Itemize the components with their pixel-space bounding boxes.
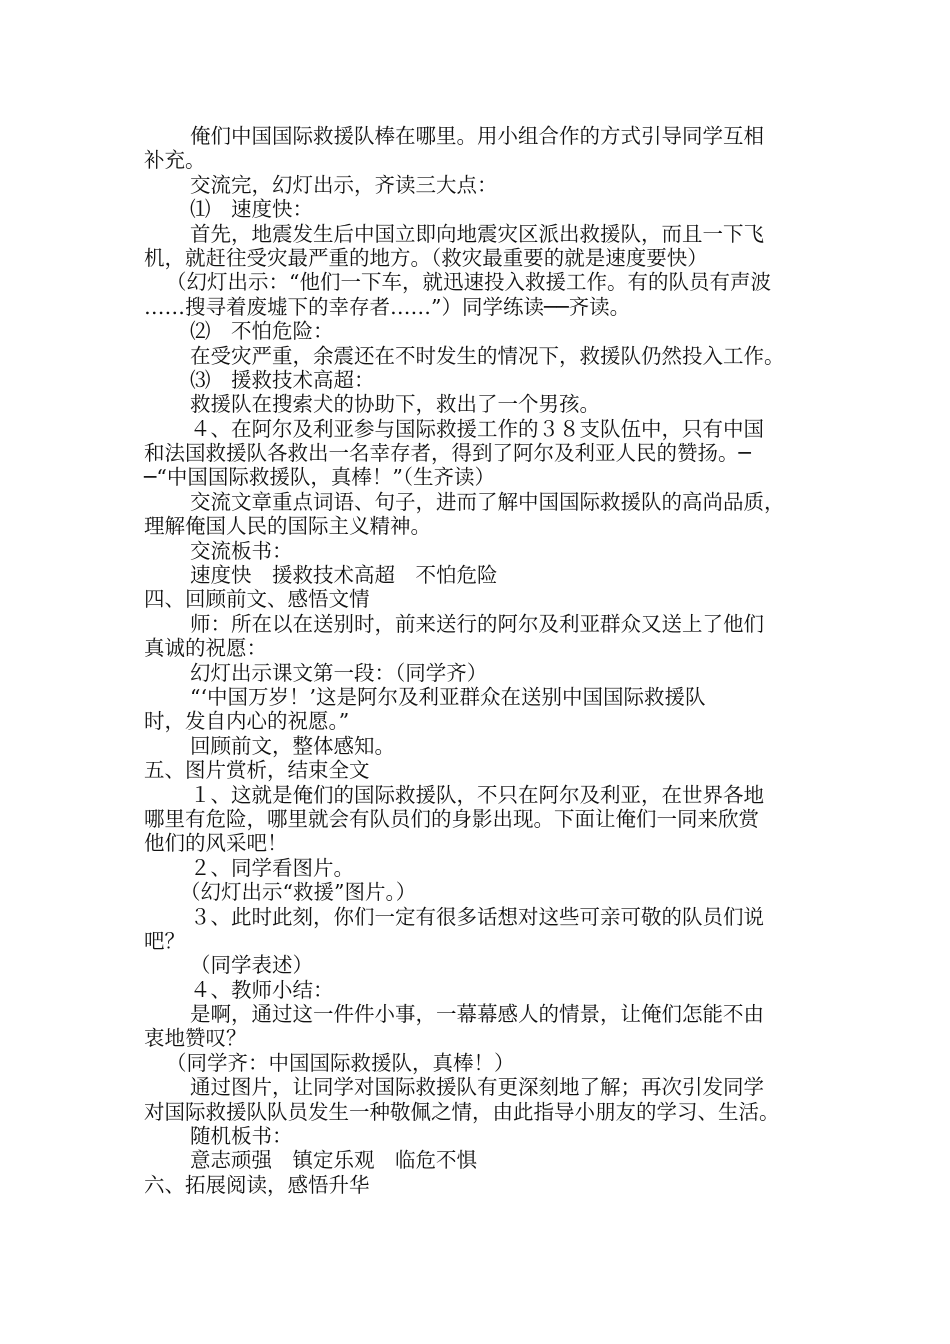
text-line: 在受灾严重，余震还在不时发生的情况下，救援队仍然投入工作。: [190, 343, 785, 368]
text-line: 随机板书：: [190, 1124, 293, 1149]
text-line: ⑵ 不怕危险：: [190, 319, 334, 344]
text-line: 俺们中国国际救援队棒在哪里。用小组合作的方式引导同学互相: [190, 124, 764, 148]
text-line: 意志顽强 镇定乐观 临危不惧: [190, 1148, 477, 1173]
text-line: 交流文章重点词语、句子，进而了解中国国际救援队的高尚品质，: [190, 489, 785, 514]
text-line: 五、图片赏析，结束全文: [144, 758, 370, 783]
text-line: ４、在阿尔及利亚参与国际救援工作的３８支队伍中，只有中国: [190, 416, 764, 441]
text-line: ⑴ 速度快：: [190, 197, 313, 222]
text-line: 机，就赶往受灾最严重的地方。（救灾最重要的就是速度要快）: [144, 245, 708, 270]
text-line: 他们的风采吧！: [144, 831, 288, 856]
text-line: ─“中国国际救援队，真棒！”（生齐读）: [144, 465, 496, 490]
text-line: 理解俺国人民的国际主义精神。: [144, 514, 431, 539]
text-line: ２、同学看图片。: [190, 855, 354, 880]
text-line: （同学表述）: [190, 953, 313, 978]
text-line: 真诚的祝愿：: [144, 636, 267, 661]
text-line: 师：所在以在送别时，前来送行的阿尔及利亚群众又送上了他们: [190, 611, 764, 636]
text-line: （同学齐：中国国际救援队，真棒！）: [166, 1050, 515, 1075]
text-line: 幻灯出示课文第一段：（同学齐）: [190, 660, 488, 685]
text-line: 哪里有危险，哪里就会有队员们的身影出现。下面让俺们一同来欣赏: [144, 806, 759, 831]
text-line: ３、此时此刻，你们一定有很多话想对这些可亲可敬的队员们说: [190, 904, 764, 929]
text-line: 时，发自内心的祝愿。”: [144, 709, 350, 734]
text-line: 六、拓展阅读，感悟升华: [144, 1172, 370, 1197]
text-line: “‘中国万岁！’这是阿尔及利亚群众在送别中国国际救援队: [190, 684, 706, 709]
text-line: ４、教师小结：: [190, 977, 334, 1002]
text-line: 速度快 援救技术高超 不怕危险: [190, 563, 498, 588]
text-line: 吧？: [144, 928, 185, 953]
text-line: 通过图片，让同学对国际救援队有更深刻地了解；再次引发同学: [190, 1075, 764, 1100]
text-line: 和法国救援队各救出一名幸存者，得到了阿尔及利亚人民的赞扬。─: [144, 441, 751, 466]
text-line: 交流完，幻灯出示，齐读三大点：: [190, 172, 498, 197]
text-line: 对国际救援队队员发生一种敬佩之情，由此指导小朋友的学习、生活。: [144, 1099, 780, 1124]
text-line: 救援队在搜索犬的协助下，救出了一个男孩。: [190, 392, 600, 417]
text-line: ⑶ 援救技术高超：: [190, 367, 375, 392]
text-line: ……搜寻着废墟下的幸存者……”）同学练读──齐读。: [144, 294, 631, 319]
text-line: 四、回顾前文、感悟文情: [144, 587, 370, 612]
text-line: 首先，地震发生后中国立即向地震灾区派出救援队，而且一下飞: [190, 221, 764, 246]
text-line: 补充。: [144, 148, 206, 173]
text-line: （幻灯出示“救援”图片。）: [180, 880, 417, 905]
document-body: [144, 124, 834, 1197]
text-line: 回顾前文，整体感知。: [190, 733, 395, 758]
text-line: 是啊，通过这一件件小事，一幕幕感人的情景，让俺们怎能不由: [190, 1002, 764, 1027]
text-line: １、这就是俺们的国际救援队，不只在阿尔及利亚，在世界各地: [190, 782, 764, 807]
text-line: 衷地赞叹？: [144, 1026, 247, 1051]
text-line: （幻灯出示：“他们一下车，就迅速投入救援工作。有的队员有声波: [166, 270, 771, 295]
text-line: 交流板书：: [190, 538, 293, 563]
